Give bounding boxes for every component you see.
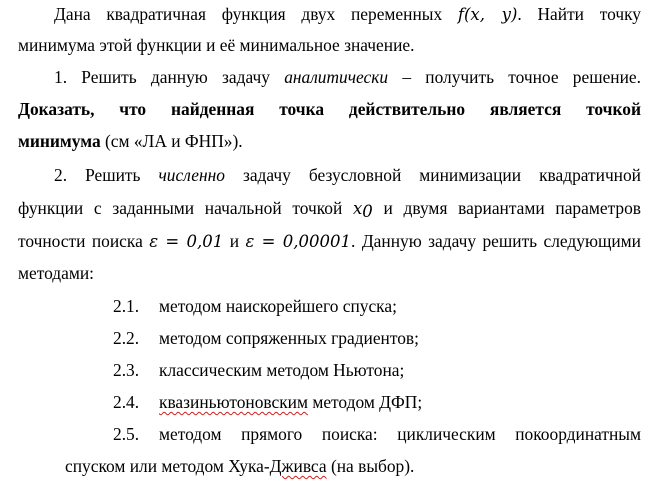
numerically-word: численно — [158, 165, 225, 185]
method-item: 2.1. методом наискорейшего спуска; — [113, 296, 397, 316]
method-item: 2.3. классическим методом Ньютона; — [113, 360, 405, 380]
spellcheck-underlined-word: квазиньютоновским — [159, 392, 308, 412]
item1-line-1: 1. Решить данную задачу аналитически – получить точное решение. — [54, 67, 641, 87]
item2-line-3: точности поиска ε = 0,01 и ε = 0,00001. Данную задачу решить следующими — [18, 231, 641, 251]
method-item-continuation: спуском или методом Хука-Дживса (на выбор). — [65, 456, 415, 476]
start-point-symbol: $x_0$ — [352, 199, 373, 221]
epsilon-1: ε = 0,01 — [149, 232, 224, 251]
item1-bold-line: Доказать, что найденная точка действительно является точкой — [18, 99, 641, 119]
item2-line-1: 2. Решить численно задачу безусловной минимизации квадратичной — [54, 165, 641, 185]
function-notation: f(x, y) — [457, 5, 518, 24]
spellcheck-underlined-word: Дживса — [269, 456, 327, 476]
intro-line-2: минимума этой функции и её минимальное значение. — [18, 35, 415, 55]
item2-line-2: функции с заданными начальной точкой $x_0$ и двумя вариантами параметров — [18, 198, 641, 221]
method-item: 2.4. квазиньютоновским методом ДФП; — [113, 392, 423, 412]
item1-line-3: минимума (см «ЛА и ФНП»). — [18, 131, 243, 151]
intro-line-1: Дана квадратичная функция двух переменных f(x, y). Найти точку — [54, 4, 641, 24]
analytic-word: аналитически — [284, 67, 389, 87]
epsilon-2: ε = 0,00001 — [245, 232, 352, 251]
method-item: 2.5. методом прямого поиска: циклическим покоординатным — [113, 424, 641, 444]
item2-line-4: методами: — [18, 263, 94, 283]
method-item: 2.2. методом сопряженных градиентов; — [113, 328, 419, 348]
